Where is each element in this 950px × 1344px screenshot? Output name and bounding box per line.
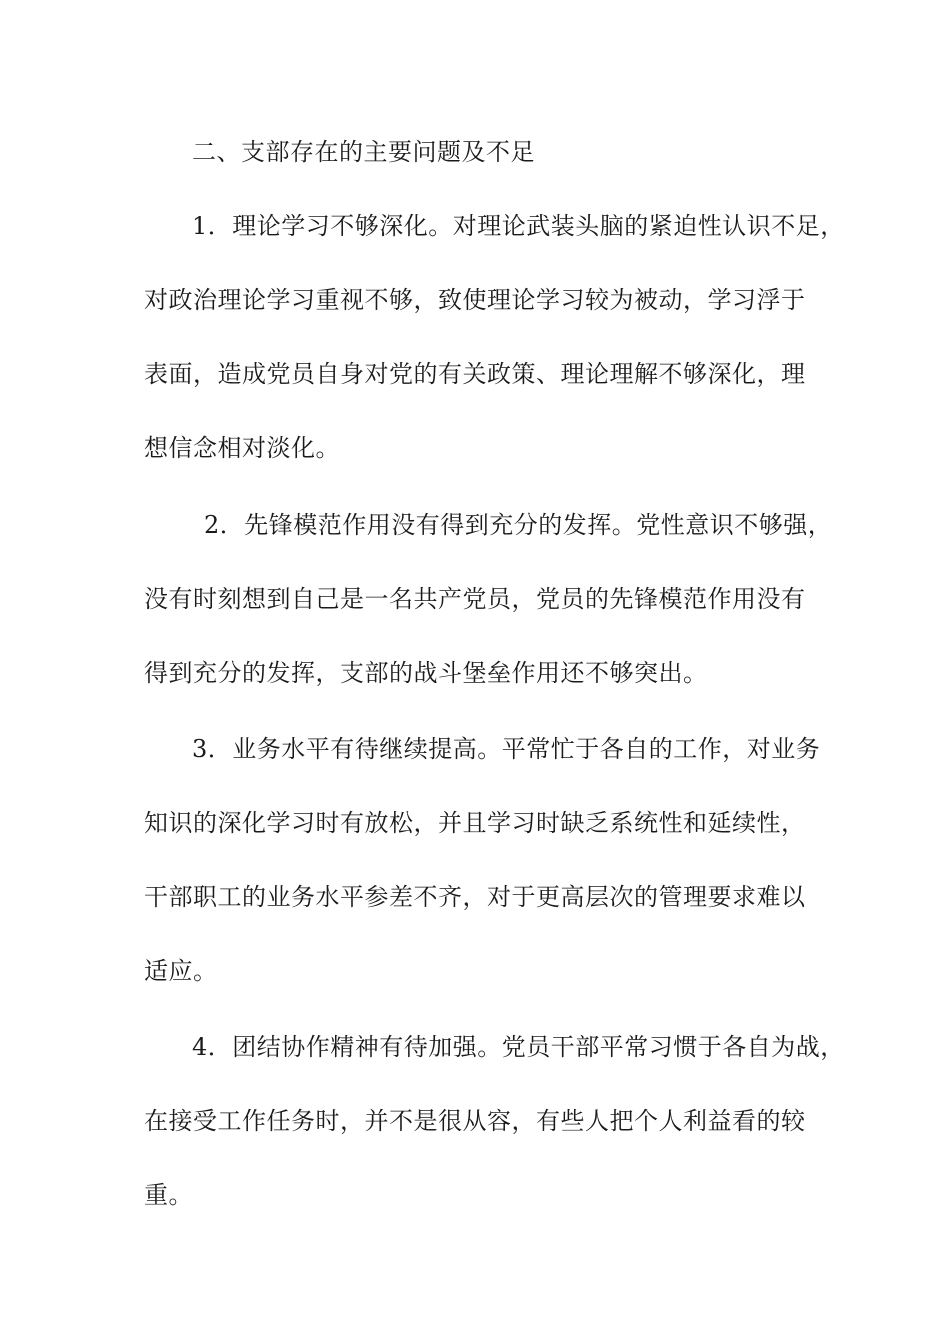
paragraph-line: 没有时刻想到自己是一名共产党员，党员的先锋模范作用没有 [144, 585, 806, 613]
paragraph-line: 重。 [144, 1181, 193, 1209]
paragraph-line: 对政治理论学习重视不够，致使理论学习较为被动，学习浮于 [144, 286, 806, 314]
paragraph-line: 知识的深化学习时有放松，并且学习时缺乏系统性和延续性， [144, 809, 806, 837]
paragraph-line: 干部职工的业务水平参差不齐，对于更高层次的管理要求难以 [144, 883, 806, 911]
section-heading: 二、支部存在的主要问题及不足 [192, 138, 535, 166]
paragraph-line: 适应。 [144, 957, 218, 985]
paragraph-line: 在接受工作任务时，并不是很从容，有些人把个人利益看的较 [144, 1107, 806, 1135]
paragraph-line: 3．业务水平有待继续提高。平常忙于各自的工作，对业务 [192, 735, 821, 763]
paragraph-line: 想信念相对淡化。 [144, 434, 340, 462]
paragraph-line: 1．理论学习不够深化。对理论武装头脑的紧迫性认识不足， [192, 212, 845, 240]
paragraph-line: 2．先锋模范作用没有得到充分的发挥。党性意识不够强， [204, 511, 833, 539]
paragraph-line: 得到充分的发挥，支部的战斗堡垒作用还不够突出。 [144, 659, 708, 687]
paragraph-line: 表面，造成党员自身对党的有关政策、理论理解不够深化，理 [144, 360, 806, 388]
paragraph-line: 4．团结协作精神有待加强。党员干部平常习惯于各自为战， [192, 1033, 845, 1061]
